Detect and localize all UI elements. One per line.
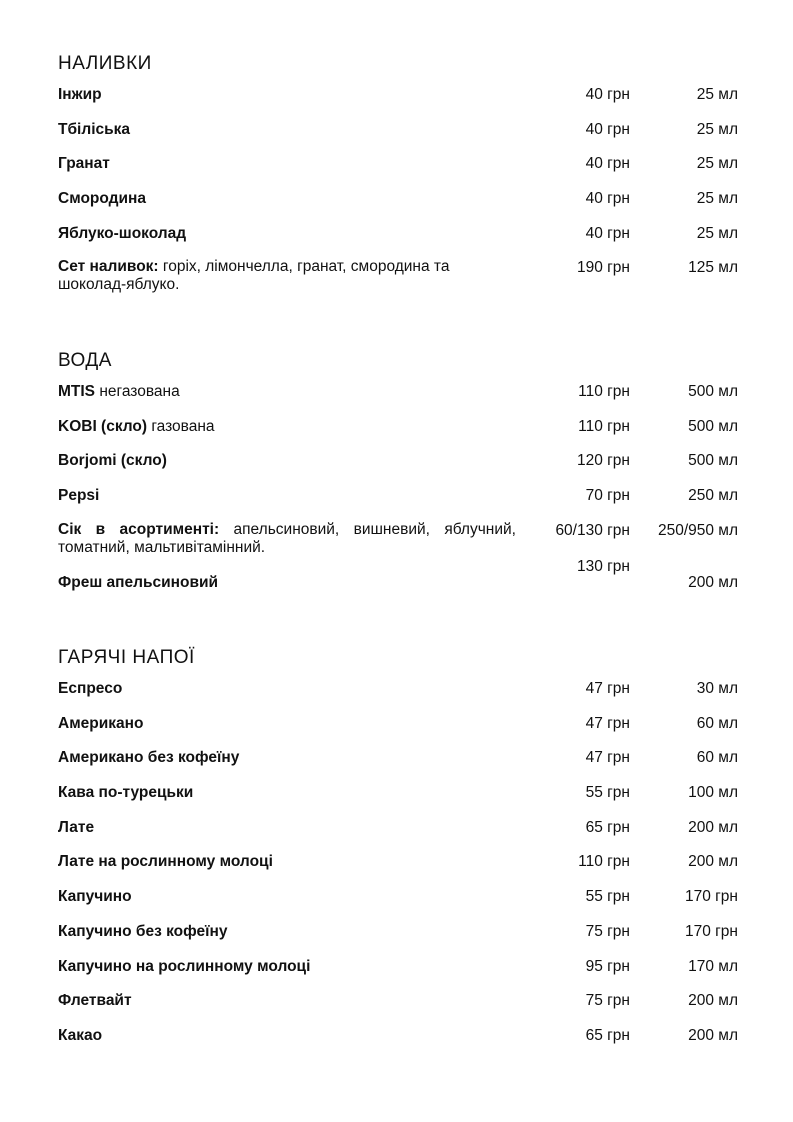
item-price: 47 грн — [585, 749, 630, 767]
item-name: KOBI (скло) — [58, 417, 148, 435]
item-desc: апельсиновий, вишневий, яблучний, томатний, мальтивітамінний. — [58, 520, 516, 556]
item-volume: 170 грн — [684, 888, 738, 906]
item-description — [58, 258, 518, 294]
item-volume: 60 мл — [696, 714, 738, 732]
item-name: Гранат — [58, 155, 110, 173]
item-name: Тбіліська — [58, 120, 131, 138]
item-volume: 60 мл — [696, 749, 738, 767]
menu-item — [58, 154, 738, 189]
item-price: 40 грн — [585, 190, 630, 208]
section-title: НАЛИВКИ — [58, 53, 152, 74]
item-description — [58, 521, 516, 557]
item-name: Сік в асортименті: — [58, 520, 220, 538]
item-price: 70 грн — [585, 487, 630, 505]
menu-item — [58, 818, 738, 853]
item-name: Капучино на рослинному молоці — [58, 957, 311, 975]
item-volume: 25 мл — [696, 86, 738, 103]
item-volume: 250 мл — [688, 487, 738, 505]
item-name: Американо — [58, 714, 144, 732]
menu-item — [58, 486, 738, 521]
section-title: ВОДА — [58, 350, 112, 371]
item-price: 47 грн — [585, 680, 630, 697]
item-price: 55 грн — [585, 888, 630, 906]
item-volume: 200 мл — [688, 853, 738, 871]
item-volume: 25 мл — [696, 120, 738, 138]
menu-item — [58, 1026, 738, 1061]
section-voda — [58, 349, 738, 591]
item-name: Borjomi (скло) — [58, 452, 167, 470]
item-price: 40 грн — [585, 224, 630, 242]
item-price: 75 грн — [585, 992, 630, 1010]
menu-item — [58, 714, 738, 749]
item-name: Смородина — [58, 190, 147, 208]
item-name: Фреш апельсиновий — [58, 573, 219, 591]
item-name: Pepsi — [58, 487, 100, 505]
menu-item — [58, 852, 738, 887]
item-name: Лате на рослинному молоці — [58, 853, 273, 871]
item-price: 60/130 грн — [555, 521, 630, 539]
section-hot-drinks — [58, 646, 738, 1061]
item-volume: 500 мл — [688, 383, 738, 400]
item-name: Лате — [58, 818, 95, 836]
item-price: 110 грн — [578, 417, 630, 435]
menu-item — [58, 748, 738, 783]
item-price: 95 грн — [585, 957, 630, 975]
menu-item — [58, 451, 738, 486]
menu-item — [58, 783, 738, 818]
item-description — [58, 382, 518, 402]
item-name: Капучино — [58, 888, 132, 906]
item-volume: 125 мл — [688, 259, 738, 277]
item-price: 120 грн — [576, 452, 630, 470]
menu-item — [58, 957, 738, 992]
menu-item — [58, 85, 738, 120]
item-volume: 200 мл — [688, 992, 738, 1010]
item-name: Сет наливок: — [58, 258, 159, 276]
item-name: MTIS — [58, 383, 96, 400]
item-price: 40 грн — [585, 86, 630, 103]
item-volume: 200 мл — [688, 573, 738, 591]
item-volume: 200 мл — [688, 1026, 738, 1044]
item-price: 55 грн — [585, 784, 630, 802]
item-volume: 30 мл — [696, 680, 738, 697]
section-title: ГАРЯЧІ НАПОЇ — [58, 647, 195, 668]
item-price: 40 грн — [585, 155, 630, 173]
menu-item — [58, 887, 738, 922]
item-volume: 500 мл — [688, 452, 738, 470]
item-price: 190 грн — [576, 259, 630, 277]
item-name: Флетвайт — [58, 992, 132, 1010]
menu-item — [58, 382, 738, 417]
item-name: Кава по-турецьки — [58, 784, 194, 802]
item-volume: 25 мл — [696, 190, 738, 208]
menu-item — [58, 189, 738, 224]
item-name: Інжир — [58, 86, 102, 103]
item-price: 40 грн — [585, 120, 630, 138]
menu-item — [58, 991, 738, 1026]
item-volume: 200 мл — [688, 818, 738, 836]
item-volume: 25 мл — [696, 155, 738, 173]
item-price: 65 грн — [585, 1026, 630, 1044]
item-price: 130 грн — [576, 557, 630, 575]
item-volume: 500 мл — [688, 417, 738, 435]
item-price: 65 грн — [585, 818, 630, 836]
item-name: Яблуко-шоколад — [58, 224, 187, 242]
item-price: 47 грн — [585, 714, 630, 732]
menu-item — [58, 417, 738, 452]
item-price: 75 грн — [585, 922, 630, 940]
menu-item — [58, 922, 738, 957]
item-description — [58, 417, 518, 437]
item-volume: 25 мл — [696, 224, 738, 242]
item-volume: 250/950 мл — [657, 521, 738, 539]
section-nalyvky — [58, 52, 738, 298]
item-name: Еспресо — [58, 680, 123, 697]
menu-item — [58, 521, 738, 557]
item-desc: негазована — [95, 383, 180, 400]
item-name: Американо без кофеїну — [58, 749, 240, 767]
menu-item — [58, 258, 738, 298]
item-price: 110 грн — [578, 853, 630, 871]
item-name: Капучино без кофеїну — [58, 922, 228, 940]
item-volume: 170 мл — [688, 957, 738, 975]
menu-item — [58, 120, 738, 155]
item-desc: горіх, лімончелла, гранат, смородина та шоколад-яблуко. — [58, 258, 450, 294]
item-volume: 100 мл — [688, 784, 738, 802]
item-name: Какао — [58, 1026, 103, 1044]
item-desc: газована — [147, 417, 215, 435]
menu-item — [58, 557, 738, 591]
menu-item — [58, 224, 738, 259]
item-price: 110 грн — [578, 383, 630, 400]
menu-item — [58, 679, 738, 714]
item-volume: 170 грн — [684, 922, 738, 940]
